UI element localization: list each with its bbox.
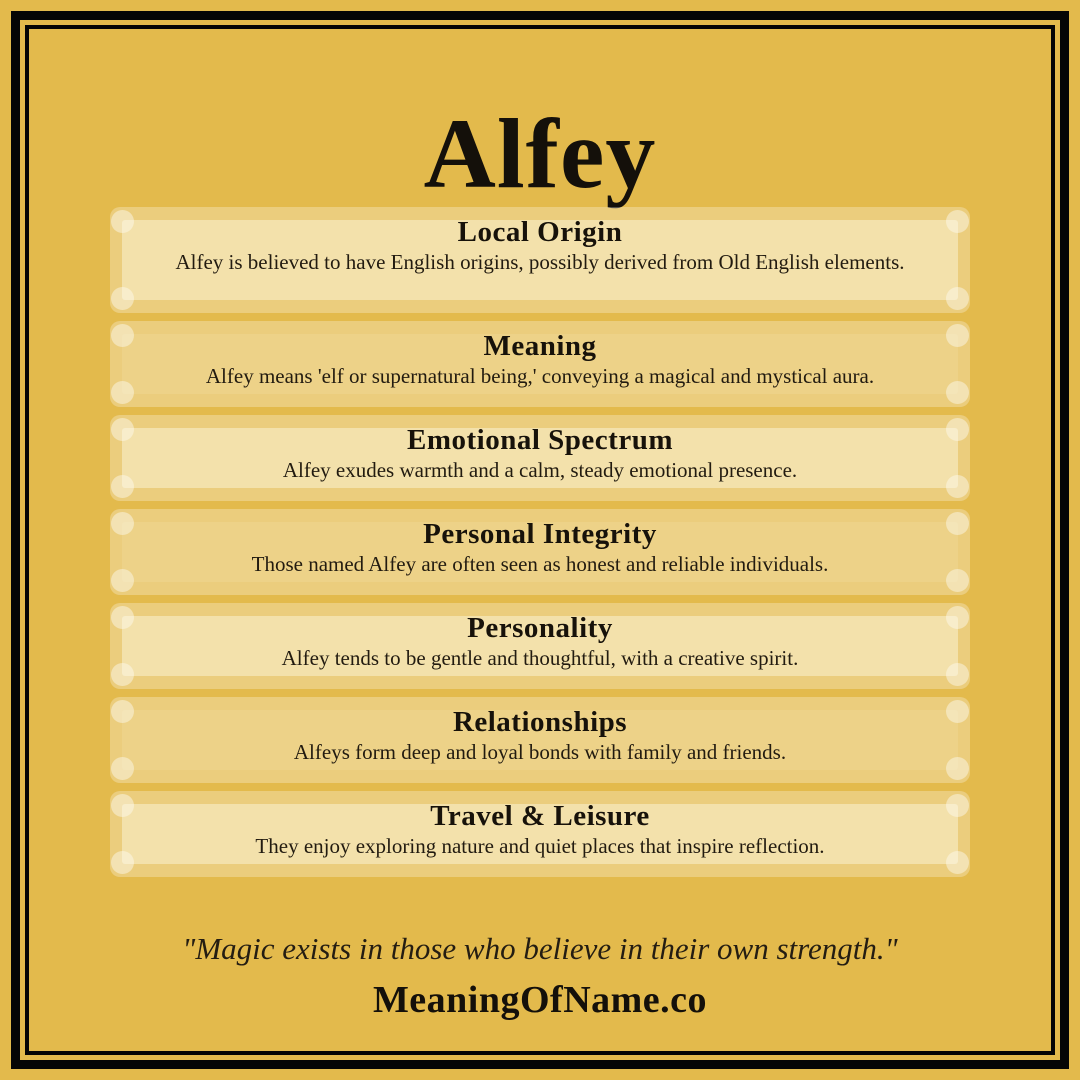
section-panel (110, 509, 970, 595)
section-content (110, 415, 970, 501)
section-body: Alfey exudes warmth and a calm, steady emotional presence. (282, 458, 798, 483)
name-title: Alfey (423, 98, 657, 209)
section-content (110, 207, 970, 313)
section-content (110, 603, 970, 689)
section-content (110, 321, 970, 407)
section-panel (110, 603, 970, 689)
section-panel (110, 791, 970, 877)
section-content (110, 509, 970, 595)
section-body: Alfey is believed to have English origins, possibly derived from Old English elements. (175, 250, 905, 275)
sections-container (110, 207, 970, 877)
section-heading: Local Origin (457, 216, 623, 248)
section-heading: Relationships (452, 706, 628, 738)
section-panel (110, 321, 970, 407)
section-body: Alfey means 'elf or supernatural being,' conveying a magical and mystical aura. (205, 364, 875, 389)
section-content (110, 791, 970, 877)
section-heading: Travel & Leisure (430, 800, 650, 832)
section-heading: Emotional Spectrum (407, 424, 673, 456)
section-heading: Personality (467, 612, 613, 644)
section-content (110, 697, 970, 783)
section-panel (110, 207, 970, 313)
section-body: They enjoy exploring nature and quiet places that inspire reflection. (255, 834, 825, 859)
section-body: Alfeys form deep and loyal bonds with family and friends. (293, 740, 787, 765)
section-panel (110, 415, 970, 501)
section-panel (110, 697, 970, 783)
section-heading: Personal Integrity (423, 518, 657, 550)
section-body: Alfey tends to be gentle and thoughtful, with a creative spirit. (281, 646, 799, 671)
section-heading: Meaning (483, 330, 597, 362)
section-body: Those named Alfey are often seen as honest and reliable individuals. (251, 552, 829, 577)
quote-text: "Magic exists in those who believe in their own strength." (182, 931, 898, 966)
footer-brand: MeaningOfName.co (372, 979, 708, 1021)
